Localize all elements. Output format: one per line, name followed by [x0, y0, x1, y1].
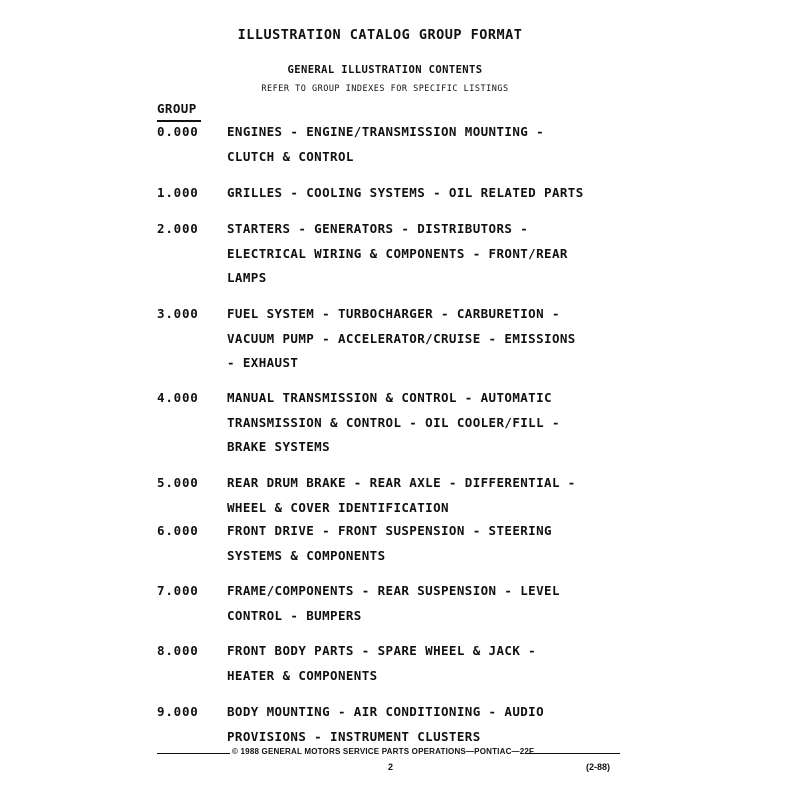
group-number: 3.000 — [157, 306, 199, 321]
group-description-line: ENGINES - ENGINE/TRANSMISSION MOUNTING - — [227, 124, 545, 139]
group-description-line: WHEEL & COVER IDENTIFICATION — [227, 499, 449, 515]
page-number: 2 — [388, 762, 394, 772]
group-header-underline — [157, 120, 201, 122]
group-description-line: BRAKE SYSTEMS — [227, 439, 331, 454]
footer-rule-left — [157, 753, 230, 754]
group-number: 5.000 — [157, 475, 199, 490]
group-description-line: ELECTRICAL WIRING & COMPONENTS - FRONT/REAR — [227, 245, 568, 261]
group-description-line: - EXHAUST — [227, 355, 299, 370]
group-description-line: STARTERS - GENERATORS - DISTRIBUTORS - — [227, 221, 529, 236]
group-description-line: GRILLES - COOLING SYSTEMS - OIL RELATED PARTS — [227, 185, 584, 200]
group-description-line: CONTROL - BUMPERS — [227, 607, 362, 623]
group-number: 2.000 — [157, 221, 199, 236]
group-description-line: FUEL SYSTEM - TURBOCHARGER - CARBURETION - — [227, 306, 560, 321]
group-number: 7.000 — [157, 583, 199, 598]
group-number: 0.000 — [157, 124, 199, 139]
page-code: (2-88) — [586, 762, 611, 772]
group-description-line: CLUTCH & CONTROL — [227, 148, 354, 164]
refer-note: REFER TO GROUP INDEXES FOR SPECIFIC LISTINGS — [261, 84, 509, 94]
group-description-line: FRONT BODY PARTS - SPARE WHEEL & JACK - — [227, 643, 537, 658]
group-description-line: BODY MOUNTING - AIR CONDITIONING - AUDIO — [227, 704, 545, 719]
group-description-line: FRAME/COMPONENTS - REAR SUSPENSION - LEVEL — [227, 583, 560, 598]
group-description-line: VACUUM PUMP - ACCELERATOR/CRUISE - EMISSIONS — [227, 330, 576, 346]
group-description-line: TRANSMISSION & CONTROL - OIL COOLER/FILL - — [227, 414, 560, 430]
group-number: 9.000 — [157, 704, 199, 719]
group-number: 6.000 — [157, 523, 199, 538]
group-number: 4.000 — [157, 390, 199, 405]
group-description-line: PROVISIONS - INSTRUMENT CLUSTERS — [227, 728, 481, 744]
group-description-line: MANUAL TRANSMISSION & CONTROL - AUTOMATIC — [227, 390, 552, 405]
footer-copyright: © 1988 GENERAL MOTORS SERVICE PARTS OPERATIONS—PONTIAC—22F — [232, 747, 535, 756]
group-description-line: LAMPS — [227, 270, 267, 285]
group-description-line: HEATER & COMPONENTS — [227, 667, 378, 683]
group-description-line: FRONT DRIVE - FRONT SUSPENSION - STEERING — [227, 523, 552, 538]
group-description-line: SYSTEMS & COMPONENTS — [227, 547, 386, 563]
group-number: 1.000 — [157, 185, 199, 200]
footer-rule-right — [528, 753, 620, 754]
group-number: 8.000 — [157, 643, 199, 658]
group-description-line: REAR DRUM BRAKE - REAR AXLE - DIFFERENTIAL - — [227, 475, 576, 490]
page-subtitle: GENERAL ILLUSTRATION CONTENTS — [287, 64, 483, 76]
page-title: ILLUSTRATION CATALOG GROUP FORMAT — [237, 27, 523, 43]
group-column-header: GROUP — [157, 101, 197, 116]
